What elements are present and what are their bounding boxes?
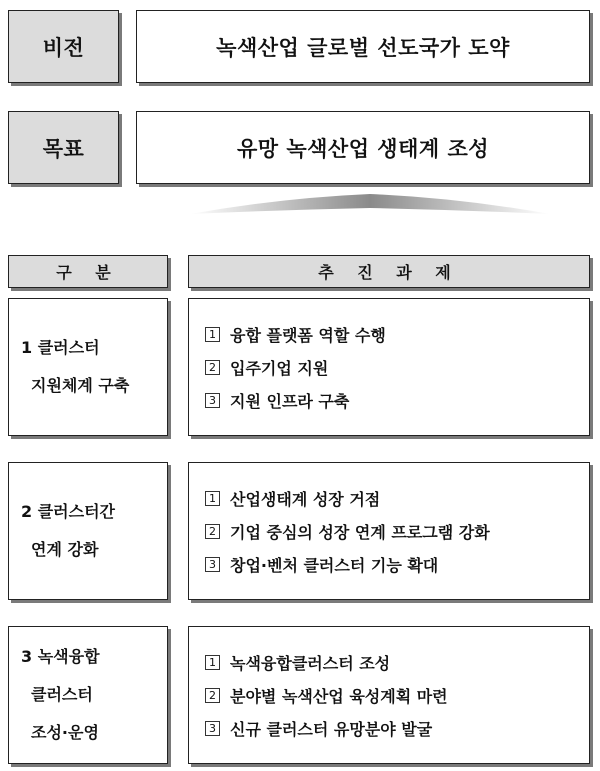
task-number-icon: 3 bbox=[205, 557, 220, 572]
task-text: 분야별 녹색산업 육성계획 마련 bbox=[230, 686, 448, 706]
task-number-icon: 1 bbox=[205, 327, 220, 342]
task-item bbox=[205, 482, 380, 515]
task-text: 입주기업 지원 bbox=[230, 358, 329, 378]
header-tasks: 추 진 과 제 bbox=[318, 263, 460, 282]
task-number-icon: 1 bbox=[205, 491, 220, 506]
category-line: 1 클러스터 bbox=[21, 338, 100, 357]
row-category bbox=[8, 462, 168, 600]
task-text: 창업·벤처 클러스터 기능 확대 bbox=[230, 555, 439, 575]
goal-text: 유망 녹색산업 생태계 조성 bbox=[236, 136, 490, 161]
vision-label: 비전 bbox=[42, 35, 85, 60]
task-item bbox=[205, 646, 390, 679]
category-line: 3 녹색융합 bbox=[21, 647, 100, 666]
header-category: 구 분 bbox=[56, 263, 120, 282]
goal-label-box bbox=[8, 111, 119, 184]
task-number-icon: 2 bbox=[205, 688, 220, 703]
vision-text: 녹색산업 글로벌 선도국가 도약 bbox=[216, 35, 510, 60]
vision-label-box bbox=[8, 10, 119, 83]
task-text: 산업생태계 성장 거점 bbox=[230, 489, 381, 509]
task-item bbox=[205, 515, 490, 548]
category-line: 클러스터 bbox=[31, 685, 93, 704]
task-item bbox=[205, 712, 432, 745]
task-number-icon: 2 bbox=[205, 360, 220, 375]
category-line: 조성·운영 bbox=[31, 723, 99, 742]
task-text: 융합 플랫폼 역할 수행 bbox=[230, 325, 386, 345]
row-category bbox=[8, 298, 168, 436]
row-tasks bbox=[188, 462, 590, 600]
row-tasks bbox=[188, 626, 590, 764]
task-item bbox=[205, 318, 386, 351]
task-text: 녹색융합클러스터 조성 bbox=[230, 653, 391, 673]
down-chevron-arrow bbox=[190, 192, 550, 220]
task-item bbox=[205, 351, 328, 384]
category-line: 지원체계 구축 bbox=[31, 376, 130, 395]
header-category-box bbox=[8, 255, 168, 288]
task-number-icon: 2 bbox=[205, 524, 220, 539]
task-text: 기업 중심의 성장 연계 프로그램 강화 bbox=[230, 522, 490, 542]
row-category bbox=[8, 626, 168, 764]
task-number-icon: 3 bbox=[205, 721, 220, 736]
task-number-icon: 3 bbox=[205, 393, 220, 408]
task-text: 신규 클러스터 유망분야 발굴 bbox=[230, 719, 433, 739]
goal-text-box bbox=[136, 111, 590, 184]
category-line: 연계 강화 bbox=[31, 540, 99, 559]
row-tasks bbox=[188, 298, 590, 436]
task-item bbox=[205, 548, 438, 581]
category-line: 2 클러스터간 bbox=[21, 502, 115, 521]
task-item bbox=[205, 384, 349, 417]
task-text: 지원 인프라 구축 bbox=[230, 391, 350, 411]
goal-label: 목표 bbox=[42, 136, 85, 161]
header-tasks-box bbox=[188, 255, 590, 288]
task-item bbox=[205, 679, 448, 712]
vision-text-box bbox=[136, 10, 590, 83]
task-number-icon: 1 bbox=[205, 655, 220, 670]
